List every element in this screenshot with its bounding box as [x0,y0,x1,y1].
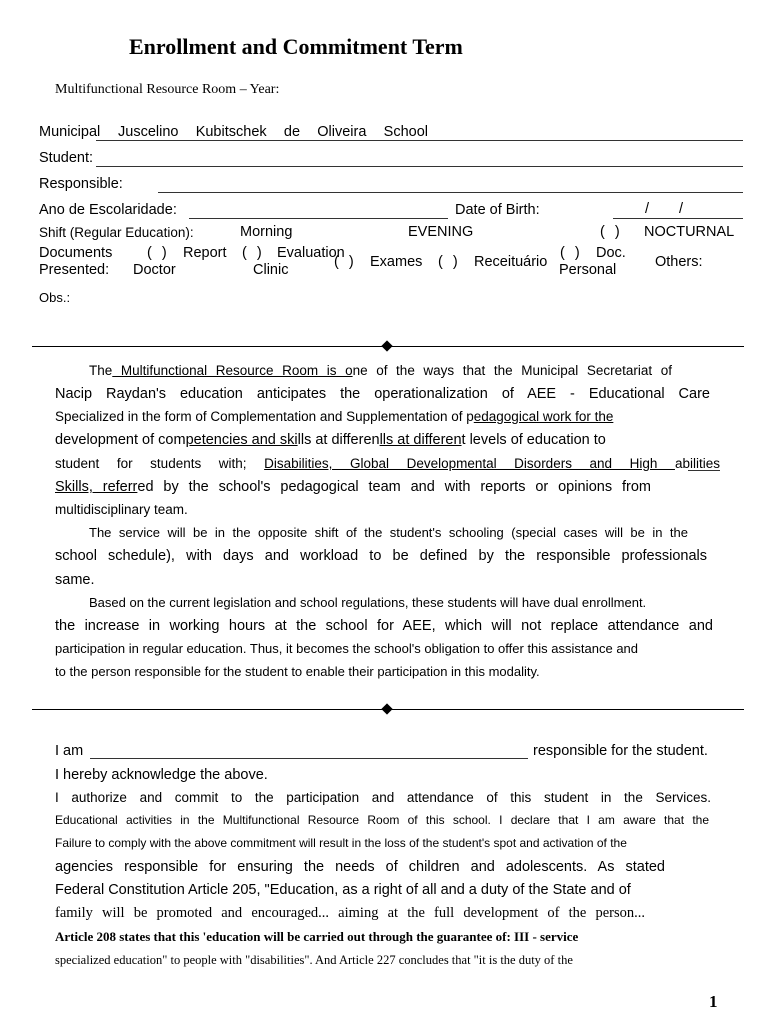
paragraph-line: Article 208 states that this 'education will be carried out through the guarantee of: III - service [55,929,579,944]
paragraph-line: Failure to comply with the above commitment will result in the loss of the student's spot and activation of the [55,836,627,850]
responsible-name-line[interactable] [90,758,528,759]
doc-evaluation-line2: Clinic [253,262,289,278]
i-am-label: I am [55,743,84,759]
paragraph-line: Nacip Raydan's education anticipates the operationalization of AEE - Educational Care [55,386,710,402]
doc-personal-line2: Personal [559,262,617,278]
paragraph-line: multidisciplinary team. [55,502,188,517]
paragraph-line: I hereby acknowledge the above. [55,767,268,783]
shift-nocturnal[interactable]: NOCTURNAL [644,224,735,240]
shift-evening[interactable]: EVENING [408,224,474,240]
paragraph-line: family will be promoted and encouraged... aiming at the full development of the person... [55,905,645,921]
birth-field-line[interactable] [613,218,743,219]
paragraph-line: The service will be in the opposite shift of the student's schooling (special cases will be in the [89,525,688,540]
paragraph-line: agencies responsible for ensuring the needs of children and adolescents. As stated [55,859,665,875]
shift-morning[interactable]: Morning [240,224,293,240]
student-label: Student: [39,150,94,166]
responsible-field-line[interactable] [158,192,743,193]
paragraph-line: participation in regular education. Thus, it becomes the school's obligation to offer this assistance and [55,641,639,656]
docs-label-1: Documents [39,245,113,261]
doc-exames: Exames [370,254,423,270]
doc-personal-checkbox[interactable]: ( ) [560,245,580,261]
doc-receituario: Receituário [474,254,548,270]
paragraph-line: Skills, referred by the school's pedagogical team and with reports or opinions from [55,479,651,495]
paragraph-line: The Multifunctional Resource Room is one of the ways that the Municipal Secretariat of [89,363,673,378]
paragraph-line: specialized education" to people with "disabilities". And Article 227 concludes that "it is the duty of the [55,953,573,967]
responsible-suffix: responsible for the student. [533,743,708,759]
paragraph-line: I authorize and commit to the participation and attendance of this student in the Services. [55,790,711,805]
shift-label: Shift (Regular Education): [39,225,194,240]
diamond-icon [381,703,392,714]
school-label: Municipal [39,124,101,140]
schooling-label: Ano de Escolaridade: [39,202,177,218]
doc-report-line1: Report [183,245,227,261]
birth-slashes: / / [645,201,684,217]
doc-receituario-checkbox[interactable]: ( ) [438,254,458,270]
page-subtitle: Multifunctional Resource Room – Year: [55,82,280,97]
page-number: 1 [709,992,718,1011]
shift-nocturnal-checkbox[interactable]: ( ) [600,224,620,240]
paragraph-line: school schedule), with days and workload to be defined by the responsible professionals [55,548,707,564]
doc-report-line2: Doctor [133,262,176,278]
obs-label: Obs.: [39,290,71,305]
doc-exames-checkbox[interactable]: ( ) [334,254,354,270]
schooling-field-line[interactable] [189,218,448,219]
paragraph-line: Educational activities in the Multifunctional Resource Room of this school. I declare that I am aware that the [55,813,709,827]
responsible-label: Responsible: [39,176,123,192]
docs-label-2: Presented: [39,262,110,278]
student-field-line[interactable] [96,166,743,167]
paragraph-line: Federal Constitution Article 205, "Education, as a right of all and a duty of the State and of [55,882,631,898]
birth-label: Date of Birth: [455,202,540,218]
paragraph-line: student for students with; Disabilities, Global Developmental Disorders and High abilities [55,456,720,471]
doc-evaluation-checkbox[interactable]: ( ) [242,245,262,261]
doc-others: Others: [655,254,703,270]
paragraph-line: Based on the current legislation and school regulations, these students will have dual enrollment. [89,595,647,610]
doc-report-checkbox[interactable]: ( ) [147,245,167,261]
underline-blank [688,470,720,471]
paragraph-line: development of competencies and skills at differenlls at different levels of education to [55,432,606,448]
paragraph-line: Specialized in the form of Complementation and Supplementation of pedagogical work for the [55,409,614,424]
doc-personal-line1: Doc. [596,245,626,261]
diamond-icon [381,340,392,351]
paragraph-line: same. [55,572,95,588]
paragraph-line: the increase in working hours at the school for AEE, which will not replace attendance and [55,618,713,634]
school-name: Juscelino Kubitschek de Oliveira School [118,124,428,140]
page-title: Enrollment and Commitment Term [129,34,463,59]
school-field-line[interactable] [96,140,743,141]
paragraph-line: to the person responsible for the student to enable their participation in this modality. [55,664,540,679]
doc-evaluation-line1: Evaluation [277,245,345,261]
